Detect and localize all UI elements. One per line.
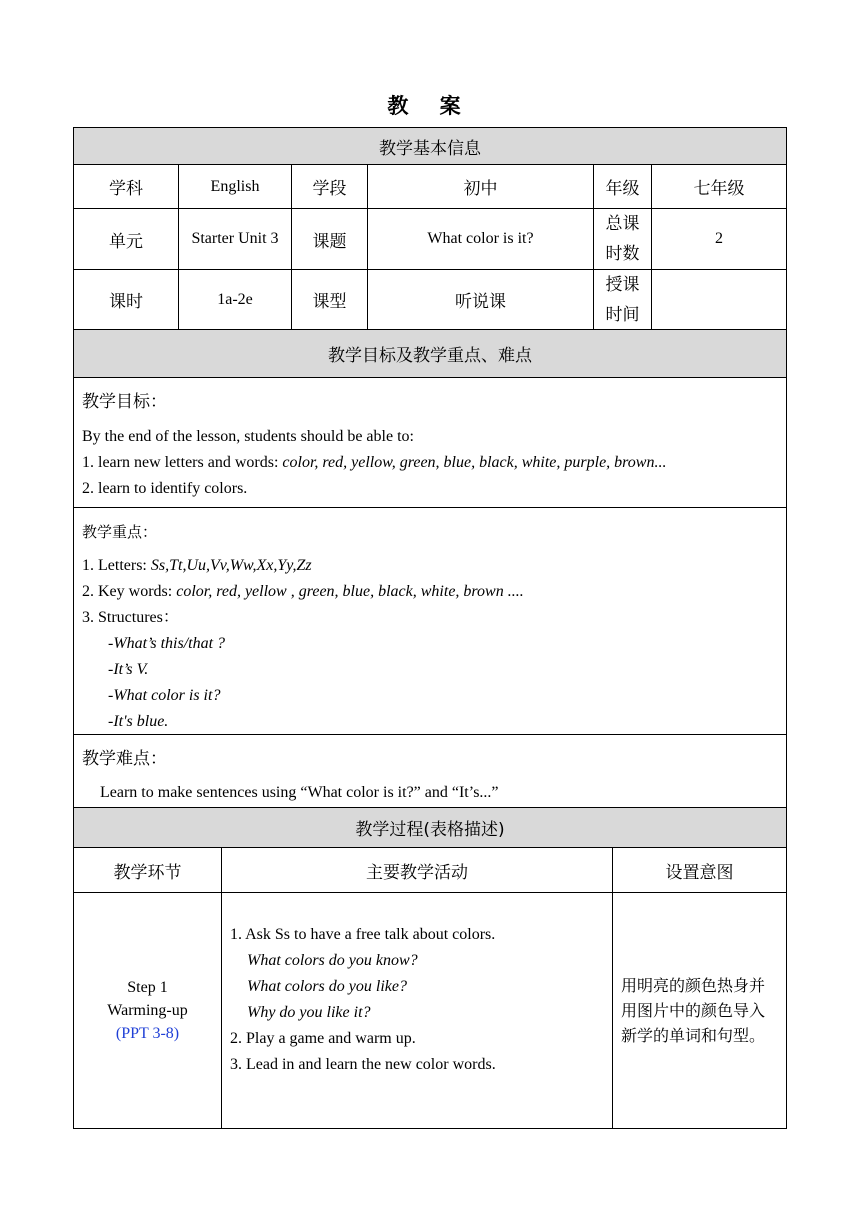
- key-points-letters: [82, 553, 778, 579]
- structure-line-4: [82, 709, 778, 735]
- key-points-letters-prefix: 1. Letters:: [82, 557, 151, 574]
- cell-unit-label: 单元: [73, 208, 179, 270]
- cell-topic-label: 课题: [291, 208, 368, 270]
- step1-question-2: [230, 974, 604, 1000]
- structure-line-2-text: -It’s V.: [108, 661, 149, 678]
- structure-line-4-text: -It's blue.: [108, 713, 169, 730]
- step1-question-2-text: What colors do you like?: [247, 978, 407, 995]
- step1-name: Step 1: [127, 979, 168, 996]
- step1-question-1-text: What colors do you know?: [247, 952, 418, 969]
- step1-intent-text: 用明亮的颜色热身并用图片中的颜色导入新学的单词和句型。: [621, 976, 766, 1045]
- cell-type-label: 课型: [291, 269, 368, 330]
- total-hours-label-line1: 总课: [605, 214, 640, 234]
- structure-line-2: [82, 657, 778, 683]
- key-points-structures: 3. Structures：: [82, 609, 179, 626]
- step1-question-1: [230, 948, 604, 974]
- cell-stage-value: 初中: [367, 164, 594, 209]
- step1-subtitle: Warming-up: [107, 1002, 188, 1019]
- col-header-stage: 教学环节: [73, 847, 222, 893]
- objectives-body: [82, 424, 778, 502]
- section-header-label: 教学基本信息: [379, 138, 481, 159]
- cell-total-hours-value: 2: [651, 208, 787, 270]
- cell-total-hours-label: [593, 208, 652, 270]
- section-header-objectives: [73, 329, 787, 378]
- cell-type-value: 听说课: [367, 269, 594, 330]
- cell-topic-value: What color is it?: [367, 208, 594, 270]
- step1-ppt-reference: (PPT 3-8): [115, 1025, 180, 1042]
- section-header-basic-info: [73, 127, 787, 165]
- objectives-item-1-prefix: 1. learn new letters and words:: [82, 454, 283, 471]
- objectives-item-2: 2. learn to identify colors.: [82, 480, 248, 497]
- structure-line-3-text: -What color is it?: [108, 687, 221, 704]
- structure-line-3: [82, 683, 778, 709]
- step1-activities-cell: [221, 892, 613, 1129]
- key-points-letters-list: Ss,Tt,Uu,Vv,Ww,Xx,Yy,Zz: [150, 557, 312, 574]
- objectives-item-1-words: color, red, yellow, green, blue, black, white, purple, brown...: [282, 454, 667, 471]
- cell-period-label: 课时: [73, 269, 179, 330]
- step1-question-3-text: Why do you like it?: [247, 1004, 371, 1021]
- step1-intent-cell: [612, 892, 787, 1129]
- section-header-process: [73, 807, 787, 848]
- section-header-label: 教学过程(表格描述): [355, 820, 505, 840]
- objectives-cell: [73, 377, 787, 508]
- class-time-label-line1: 授课: [605, 274, 640, 295]
- total-hours-label-line2: 时数: [605, 244, 640, 264]
- cell-grade-label: 年级: [593, 164, 652, 209]
- step1-question-3: [230, 1000, 604, 1026]
- cell-subject-value: English: [178, 164, 292, 209]
- step1-activity-3: 3. Lead in and learn the new color words.: [230, 1056, 496, 1073]
- cell-grade-value: 七年级: [651, 164, 787, 209]
- objectives-intro: By the end of the lesson, students should be able to:: [82, 428, 414, 445]
- step1-stage-cell: [73, 892, 222, 1129]
- difficulties-heading: 教学难点：: [82, 749, 167, 769]
- cell-stage-label: 学段: [291, 164, 368, 209]
- class-time-label-line2: 时间: [605, 304, 640, 325]
- cell-period-value: 1a-2e: [178, 269, 292, 330]
- cell-class-time-value: [651, 269, 787, 330]
- difficulties-text: Learn to make sentences using “What color is it?” and “It’s...”: [100, 784, 499, 801]
- cell-class-time-label: [593, 269, 652, 330]
- document-title: 教 案: [387, 94, 473, 118]
- key-points-words-list: color, red, yellow , green, blue, black, white, brown ....: [176, 583, 524, 600]
- objectives-item-1: [82, 450, 778, 476]
- section-header-label: 教学目标及教学重点、难点: [328, 346, 532, 366]
- col-header-intent: 设置意图: [612, 847, 787, 893]
- structure-line-1: [82, 631, 778, 657]
- key-points-cell: [73, 507, 787, 735]
- key-points-body: [82, 553, 778, 735]
- cell-subject-label: 学科: [73, 164, 179, 209]
- key-points-words: [82, 579, 778, 605]
- objectives-heading: 教学目标：: [82, 392, 167, 412]
- step1-activity-2: 2. Play a game and warm up.: [230, 1030, 416, 1047]
- structure-line-1-text: -What’s this/that ?: [108, 635, 226, 652]
- step1-activity-1: 1. Ask Ss to have a free talk about colors.: [230, 926, 496, 943]
- difficulties-cell: [73, 734, 787, 808]
- cell-unit-value: Starter Unit 3: [178, 208, 292, 270]
- col-header-activities: 主要教学活动: [221, 847, 613, 893]
- key-points-heading: 教学重点：: [82, 523, 158, 541]
- step1-activities-body: [230, 922, 604, 1078]
- key-points-words-prefix: 2. Key words:: [82, 583, 177, 600]
